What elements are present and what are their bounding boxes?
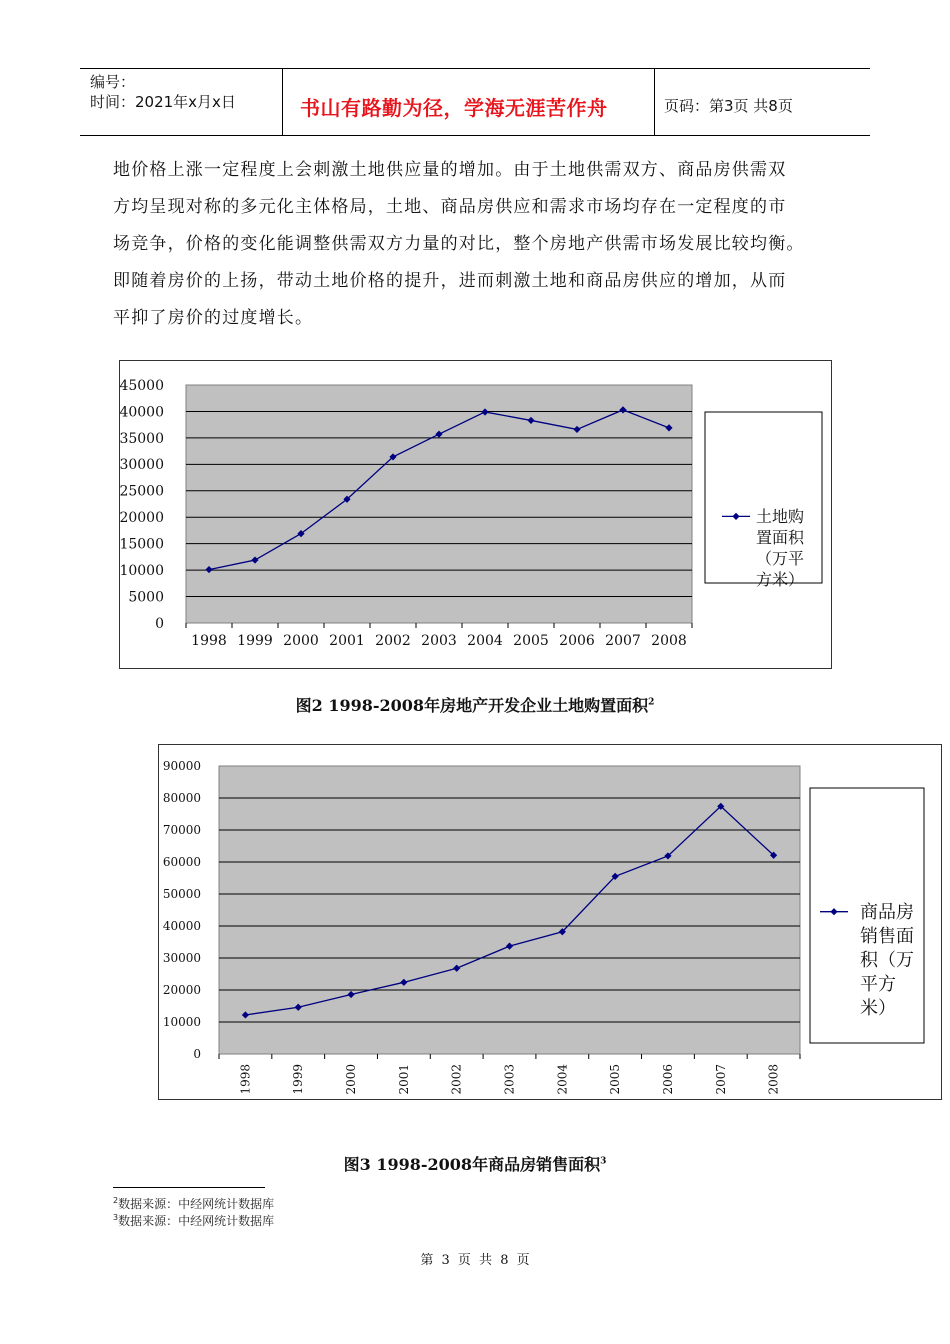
document-number-label: 编号： (90, 73, 136, 91)
commercial-housing-sales-chart-svg (159, 745, 941, 1099)
y-tick-label: 30000 (120, 457, 164, 474)
footnote-2 (113, 1195, 274, 1212)
legend-label: 米） (860, 998, 896, 1019)
page-number: 第 3 页 共 8 页 (420, 1253, 530, 1268)
x-tick-label: 2008 (766, 1064, 781, 1095)
y-tick-label: 30000 (162, 951, 201, 966)
figure-3-caption (0, 1152, 950, 1175)
x-tick-label: 2007 (605, 633, 641, 649)
x-tick-label: 2000 (344, 1064, 359, 1095)
footnote-3 (113, 1212, 274, 1229)
legend-label: 商品房 (860, 902, 914, 923)
header-top-rule (80, 68, 870, 69)
x-tick-label: 1999 (291, 1064, 306, 1095)
paragraph-line: 方均呈现对称的多元化主体格局，土地、商品房供应和需求市场均存在一定程度的市 (113, 197, 787, 217)
legend-label: 方米） (756, 570, 805, 589)
y-tick-label: 20000 (162, 983, 201, 998)
y-tick-label: 10000 (120, 563, 164, 580)
footnote-2-text: 数据来源：中经网统计数据库 (118, 1197, 275, 1211)
legend-label: 销售面 (860, 926, 914, 947)
x-tick-label: 2005 (513, 633, 549, 649)
y-tick-label: 40000 (162, 919, 201, 934)
footnote-3-mark: 3 (113, 1213, 119, 1222)
land-purchase-chart-svg (120, 361, 831, 668)
y-tick-label: 35000 (120, 430, 164, 447)
x-tick-label: 2006 (660, 1064, 675, 1095)
commercial-housing-sales-chart (158, 744, 942, 1100)
y-tick-label: 70000 (162, 823, 201, 838)
figure-2-caption (0, 693, 950, 716)
x-tick-label: 2006 (559, 633, 595, 649)
y-tick-label: 20000 (120, 510, 164, 527)
y-tick-label: 0 (193, 1047, 201, 1062)
plot-area (186, 385, 692, 623)
x-tick-label: 2001 (329, 633, 365, 649)
paragraph-line: 地价格上涨一定程度上会刺激土地供应量的增加。由于土地供需双方、商品房供需双 (113, 160, 787, 180)
x-tick-label: 2005 (608, 1064, 623, 1095)
footnote-rule (113, 1187, 265, 1188)
y-tick-label: 15000 (120, 536, 164, 553)
y-tick-label: 10000 (162, 1015, 201, 1030)
y-tick-label: 50000 (162, 887, 201, 902)
figure-3-caption-text: 图3 1998-2008年商品房销售面积 (343, 1155, 601, 1174)
x-tick-label: 1998 (238, 1064, 253, 1095)
x-tick-label: 2002 (449, 1064, 464, 1095)
figure-2-footnote-ref: 2 (648, 697, 655, 708)
x-tick-label: 2007 (713, 1064, 728, 1095)
legend-label: 土地购 (756, 507, 805, 526)
header-motto: 书山有路勤为径，学海无涯苦作舟 (300, 96, 608, 120)
header-page-label: 页码：第3页 共8页 (664, 97, 793, 115)
x-tick-label: 2002 (375, 633, 411, 649)
legend-label: （万平 (756, 549, 805, 568)
paragraph-line: 平抑了房价的过度增长。 (113, 308, 314, 328)
paragraph-line: 即随着房价的上扬，带动土地价格的提升，进而刺激土地和商品房供应的增加，从而 (113, 271, 787, 291)
x-tick-label: 2008 (651, 633, 687, 649)
land-purchase-chart (119, 360, 832, 669)
header-bottom-rule (80, 135, 870, 136)
y-tick-label: 45000 (120, 377, 164, 394)
legend-label: 积（万 (860, 950, 914, 971)
y-tick-label: 90000 (162, 759, 201, 774)
x-tick-label: 1999 (237, 633, 273, 649)
figure-3-footnote-ref: 3 (600, 1156, 607, 1167)
body-paragraph (113, 152, 853, 337)
x-tick-label: 2001 (396, 1064, 411, 1095)
x-tick-label: 2003 (421, 633, 457, 649)
x-tick-label: 2004 (467, 633, 503, 649)
footnote-2-mark: 2 (113, 1196, 119, 1205)
y-tick-label: 25000 (120, 483, 164, 500)
legend-label: 置面积 (756, 528, 805, 547)
y-tick-label: 60000 (162, 855, 201, 870)
x-tick-label: 1998 (191, 633, 227, 649)
y-tick-label: 80000 (162, 791, 201, 806)
footnote-3-text: 数据来源：中经网统计数据库 (118, 1214, 275, 1228)
x-tick-label: 2000 (283, 633, 319, 649)
y-tick-label: 40000 (120, 404, 164, 421)
x-tick-label: 2004 (555, 1064, 570, 1095)
legend-label: 平方 (860, 974, 896, 995)
figure-2-caption-text: 图2 1998-2008年房地产开发企业土地购置面积 (295, 696, 649, 715)
document-time-label: 时间：2021年x月x日 (90, 93, 236, 111)
header-divider-right (654, 68, 655, 136)
y-tick-label: 0 (155, 615, 164, 632)
x-tick-label: 2003 (502, 1064, 517, 1095)
plot-area (219, 766, 800, 1054)
y-tick-label: 5000 (128, 589, 164, 606)
header-divider-left (282, 68, 283, 136)
paragraph-line: 场竞争，价格的变化能调整供需双方力量的对比，整个房地产供需市场发展比较均衡。 (113, 234, 805, 254)
